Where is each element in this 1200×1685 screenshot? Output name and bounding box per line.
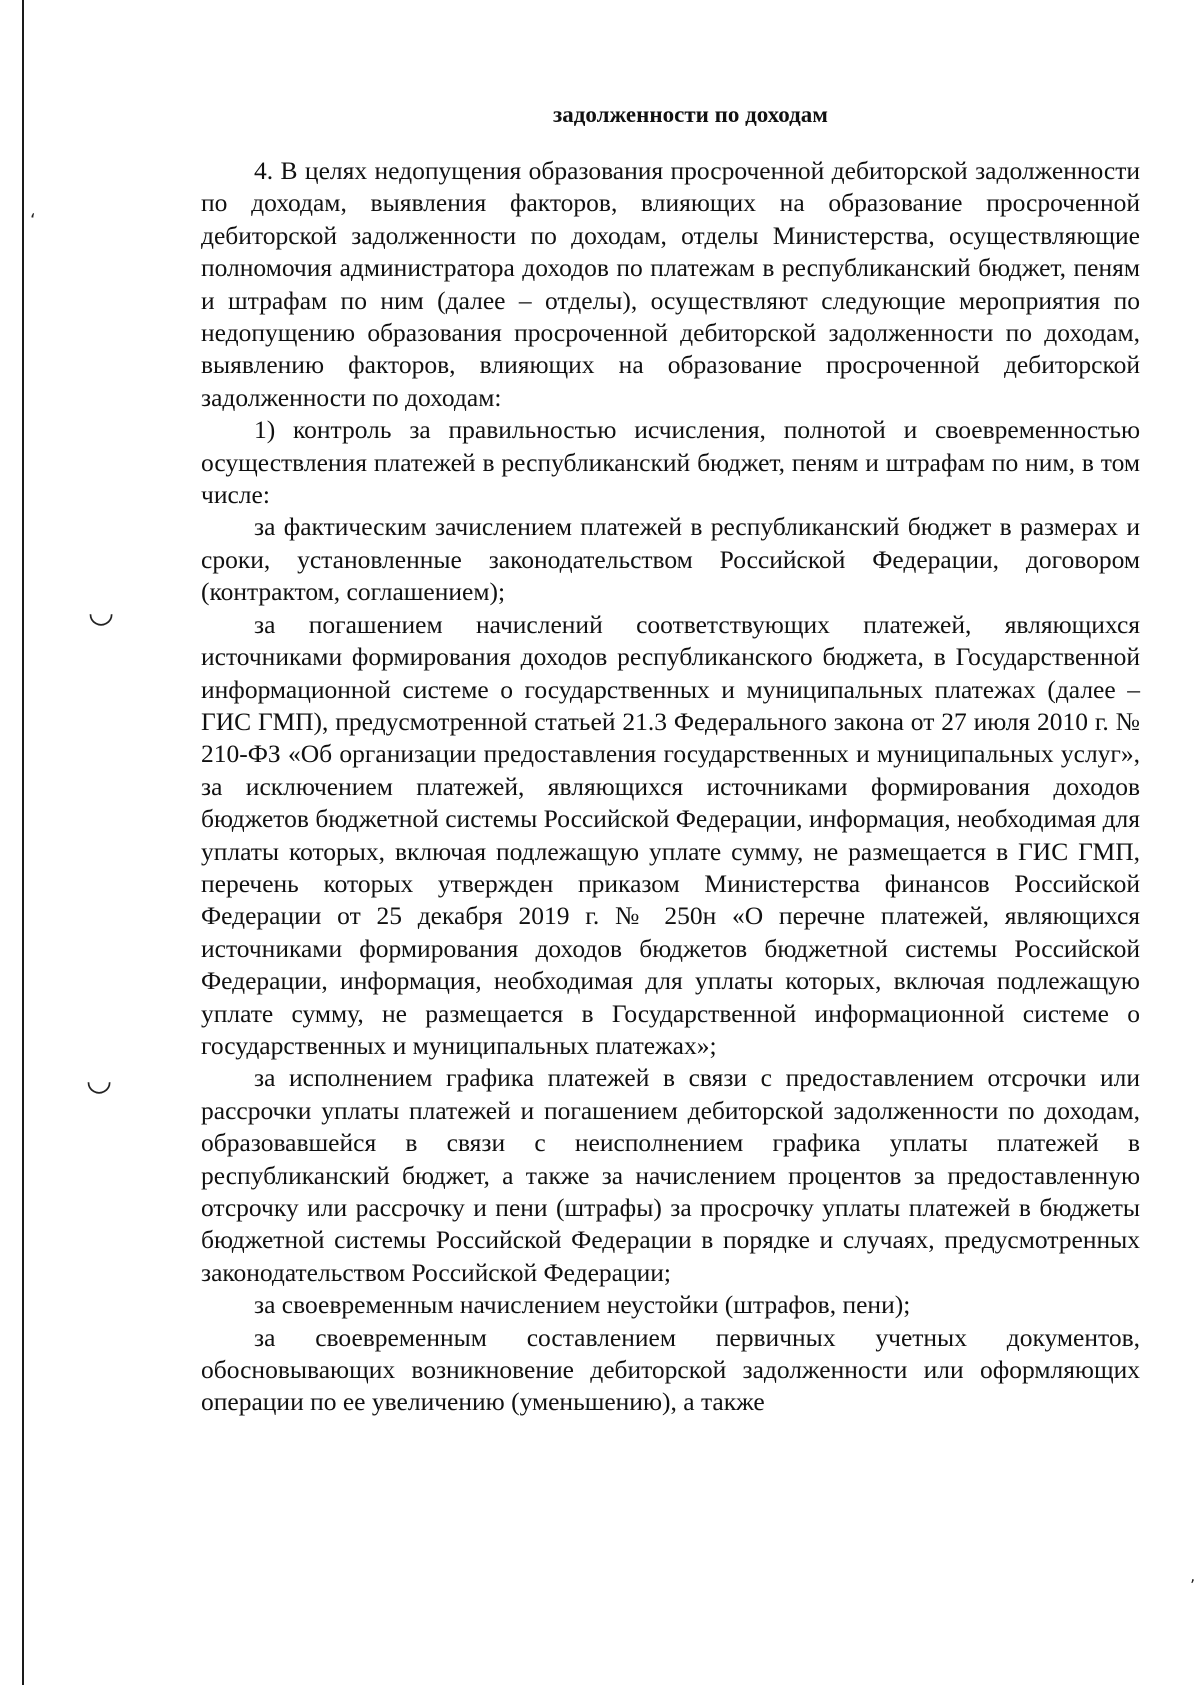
paragraph-primary-documents: за своевременным составлением первичных учетных документов, обосновывающих возникновение дебиторской задолженности или оформляющих операции по ее увеличению (уменьшению), а также	[201, 1322, 1140, 1417]
paragraph-4: 4. В целях недопущения образования просроченной дебиторской задолженности по доходам, выявления факторов, влияющих на образование просроченной дебиторской задолженности по доходам, отделы Министерства, осуществляющие полномочия администратора доходов по платежам в республиканский бюджет, пеням и штрафам по ним (далее – отделы), осуществляют следующие мероприятия по недопущению образования просроченной дебиторской задолженности по доходам, выявлению факторов, влияющих на образование просроченной дебиторской задолженности по доходам:	[201, 156, 1140, 412]
scan-artifact-mark: ʼ	[1190, 1576, 1196, 1595]
paragraph-actual-crediting: за фактическим зачислением платежей в республиканский бюджет в размерах и сроки, установленные законодательством Российской Федерации, договором (контрактом, соглашением);	[201, 512, 1140, 607]
staple-hole-mark: ◡	[86, 1063, 113, 1098]
paragraph-gis-gmp: за погашением начислений соответствующих платежей, являющихся источниками формирования доходов республиканского бюджета, в Государственной информационной системе о государственных и муниципальных платежах (далее – ГИС ГМП), предусмотренной статьей 21.3 Федерального закона от 27 июля 2010 г. № 210-ФЗ «Об организации предоставления государственных и муниципальных услуг», за исключением платежей, являющихся источниками формирования доходов бюджетов бюджетной системы Российской Федерации, информация, необходимая для уплаты которых, включая подлежащую уплате сумму, не размещается в ГИС ГМП, перечень которых утвержден приказом Министерства финансов Российской Федерации от 25 декабря 2019 г. № 250н «О перечне платежей, являющихся источниками формирования доходов бюджетов бюджетной системы Российской Федерации, информация, необходимая для уплаты которых, включая подлежащую уплате сумму, не размещается в Государственной информационной системе о государственных и муниципальных платежах»;	[201, 609, 1140, 1060]
document-page	[201, 100, 1140, 1419]
paragraph-item-1: 1) контроль за правильностью исчисления, полнотой и своевременностью осуществления платежей в республиканский бюджет, пеням и штрафам по ним, в том числе:	[201, 415, 1140, 510]
staple-hole-mark: ◡	[88, 595, 115, 630]
section-heading: задолженности по доходам	[553, 102, 828, 127]
scan-artifact-mark: ʻ	[30, 210, 36, 231]
paragraph-payment-schedule: за исполнением графика платежей в связи с предоставлением отсрочки или рассрочки уплаты платежей и погашением дебиторской задолженности по доходам, образовавшейся в связи с неисполнением графика уплаты платежей в республиканский бюджет, а также за начислением процентов за предоставленную отсрочку или рассрочку и пени (штрафы) за просрочку уплаты платежей в бюджеты бюджетной системы Российской Федерации в порядке и случаях, предусмотренных законодательством Российской Федерации;	[201, 1063, 1140, 1287]
binding-edge-line	[22, 0, 24, 1685]
paragraph-penalty-accrual: за своевременным начислением неустойки (штрафов, пени);	[254, 1290, 911, 1320]
